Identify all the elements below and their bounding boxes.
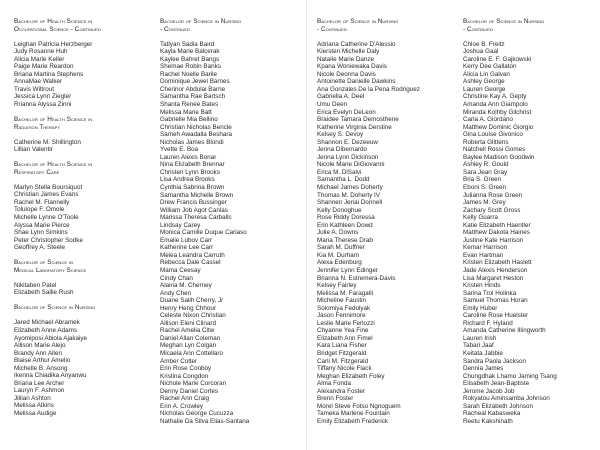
graduate-name: Kemar Harrison [463,244,508,252]
graduate-name: Katherine Virginia Derstine [317,123,392,131]
graduate-name: Melea Leandra Carruth [160,251,225,259]
graduate-name: Erica Evelyn DeLeon [317,108,376,116]
graduate-name: William Job Agot Canlas [160,206,228,214]
graduate-name: Erin Kathleen Dowd [317,221,373,229]
graduate-name: Katherine Lee Carr [160,244,214,252]
graduate-name: Celeste Nixon Christian [160,312,226,320]
graduate-name: Alma Fonda [317,380,351,388]
graduate-name: Mama Ceesay [160,267,201,274]
graduate-name: Reetu Kakshinath [463,417,513,425]
graduate-name: Samantha Michelle Brown [160,191,234,199]
degree-heading-line: Bachelor of Science in Nursing [160,18,242,25]
graduate-name: Lisa Andrea Brooks [160,176,215,184]
graduate-name: Kelly Guarra [463,214,498,222]
graduate-name: Alicia Marie Keller [14,55,65,63]
graduate-name: Rachel Noelle Barile [160,70,218,78]
degree-heading [317,18,457,33]
graduate-name: Yvette E. Boa [160,146,199,154]
graduate-name: Monica Camille Duque Cariaso [160,229,247,237]
graduate-name: Nicholas James Blondi [160,138,224,146]
heading-gap [317,33,457,41]
graduate-name: Chloe B. Freitz [463,40,505,48]
graduate-name: Kristen Elizabeth Haslett [463,259,532,267]
section-gap [14,109,146,117]
graduate-name: Nicholas George Cucuzza [160,410,234,418]
graduate-name: Maria Therese Drab [317,236,373,244]
degree-heading-line: Bachelor of Science in Nursing [317,18,399,25]
degree-heading [14,161,146,176]
graduate-name: Nicole Marie DiGiovanni [317,161,385,169]
degree-heading [160,18,302,33]
graduate-name: Christen Lynn Brooks [160,168,220,176]
graduate-name: James M. Grey [463,199,506,207]
degree-heading-line: Bachelor of Health Science in [14,161,93,169]
graduate-name: Brenn Foster [317,395,354,403]
graduate-name: Alyssa Marie Pierce [14,221,70,229]
graduate-name: Emalie Lubov Carr [160,236,213,244]
graduate-name: Braidee Tamara Demosthene [317,116,399,124]
graduate-name: Samantha L. Dodd [317,176,370,184]
graduate-list [14,319,146,417]
graduate-name: Eboni S. Green [463,183,507,191]
graduate-name: Micaela Ann Cottellaro [160,350,224,358]
graduate-name: Erica M. DiSalvi [317,168,362,176]
graduate-name: Christine Kay A. Gepty [463,93,527,101]
graduate-name: Sarah Elizabeth Johnson [463,402,534,410]
graduate-name: Amanda Ann Giampolo [463,100,528,108]
graduate-name: Melissa Marie Batt [160,108,212,116]
graduate-name: Sarah M. Duffner [317,244,365,252]
heading-gap [14,131,146,139]
graduate-name: Erin Rose Conboy [160,365,212,373]
graduate-name: Rebecca Dale Cassel [160,259,221,267]
degree-heading [14,116,146,131]
graduate-name: Carli M. Fitzgerald [317,357,369,365]
graduate-name: Kelsey S. Devoy [317,131,364,139]
section-gap [14,252,146,260]
graduate-name: Daniel Allan Coleman [160,334,221,342]
degree-heading-line: Radiation Therapy [14,123,61,131]
graduate-name: Dennia James [463,365,504,373]
graduate-name: Jason Fennimore [317,312,366,320]
graduate-name: Racheal Kabasweka [463,410,521,418]
heading-gap [14,274,146,282]
graduate-name: Solomiya Fedolyak [317,304,371,312]
graduate-name: Alexandra Foster [317,387,365,395]
graduate-name: Tiffany Nicole Flack [317,365,372,373]
degree-heading-line: - Continued [160,25,190,33]
graduate-name: Alicia Lin Galvan [463,70,510,78]
graduate-name: Tabari Jaaf [463,342,494,350]
graduate-name: Leighan Patricia Herzberger [14,40,93,48]
graduate-name: Lauren Irish [463,334,497,342]
graduate-name: Ayomiposi Abiola Ajakaiye [14,334,88,342]
graduate-name: Shemae Robin Banks [160,63,221,71]
graduate-name: Geoffrey A. Steele [14,244,65,252]
graduate-name: Cherinor Abdulai Barrie [160,85,226,93]
graduate-name: Katie Elizabeth Haentler [463,221,531,229]
graduate-name: Jillian Ashton [14,394,51,402]
degree-heading-line: - Continued [317,25,347,33]
graduate-name: Kiersten Michelle Daly [317,48,380,56]
graduate-name: Alexa Edenburg [317,259,362,267]
graduate-name: Nina Elizabeth Brennar [160,161,225,169]
graduate-name: Rachel Ann Craig [160,395,210,403]
graduate-name: Micheline Faustin [317,297,366,305]
graduate-name: Catherine M. Shillington [14,138,81,146]
graduate-name: Samuel Thomas Horan [463,297,528,305]
graduate-name: Michelle Lynne O'Toole [14,213,79,221]
degree-heading-line: Bachelor of Health Science in [14,116,93,124]
graduate-name: Rachel Amelia Cltw [160,327,215,335]
graduate-name: Melissa Atkins [14,402,54,410]
graduate-name: Emily Elizabeth Frederick [317,417,389,425]
graduate-name: Baylee Madison Goodwin [463,153,535,161]
degree-heading [14,304,146,312]
graduate-list [14,184,146,252]
graduate-name: Paige Marie Reardon [14,63,74,71]
graduate-name: Elizabeth Ann Fimel [317,334,373,342]
graduate-name: Andy Chen [160,289,192,297]
graduate-name: Matthew Dominic Giorgio [463,123,534,131]
graduate-name: Cindy Chan [160,274,193,282]
graduate-name: Duane Salih Cherry, Jr [160,297,224,305]
column-1 [14,18,146,418]
graduate-name: Rachel M. Flannelly [14,198,70,206]
graduate-name: Michael James Doherty [317,183,383,191]
graduate-name: Matthew Dakota Haines [463,229,530,237]
graduate-name: Kristen Hinds [463,282,501,290]
graduate-name: Shae Lynn Simkins [14,229,68,237]
graduate-name: Roberta Glittens [463,138,509,146]
graduate-name: Jessica Lynn Ziegler [14,93,72,101]
graduate-name: Elizabeth Sallie Rush [14,289,74,297]
graduate-name: Brandy Ann Allen [14,349,62,357]
degree-heading-line: Respiratory Care [14,168,60,176]
graduate-name: Blaise Arthur Amelio [14,357,71,365]
graduate-name: Judy Rosanne Huh [14,48,68,56]
column-2 [160,18,302,425]
graduate-name: Travis Wiltrout [14,85,54,93]
degree-heading-line: Bachelor of Health Science in [14,18,93,25]
graduate-name: Christian James Evans [14,191,79,199]
graduate-name: Ana Gonzales De la Pena Rodriguez [317,85,420,93]
graduate-name: Lisa Margaret Heston [463,274,524,282]
section-gap [14,154,146,162]
graduate-name: Chyanne Yea Fine [317,327,369,335]
graduate-list [14,139,146,154]
degree-heading-line: Bachelor of Science in Nursing [14,304,96,312]
graduate-name: Joshua Gaal [463,48,499,56]
graduate-name: Amanda Catherine Illingworth [463,327,546,335]
graduate-name: Briana Martina Stephens [14,70,84,78]
graduate-list [14,282,146,297]
graduate-name: Lillian Valentir [14,146,53,154]
graduate-name: Marissa Theresa Carballc [160,214,232,222]
graduate-name: Cynthia Sabrina Brown [160,183,225,191]
graduate-name: Melissa Audige [14,410,57,418]
graduate-name: Kaylee Bahret Bangs [160,55,220,63]
graduate-name: Ikenna Chiadika Anyanwu [14,372,87,380]
graduate-list [14,41,146,109]
graduate-name: Elizabeth Anne Adams [14,327,78,334]
graduate-name: Evan Hartman [463,251,504,259]
graduate-name: Gina Louise Givonico [463,131,523,139]
graduate-name: Adriana Catherine D'Alessio [317,40,396,48]
graduate-name: Shannen Jenai Donnell [317,199,383,207]
graduate-name: Gabrielle Mia Bellino [160,116,218,124]
graduate-name: Zachary Scott Gross [463,206,521,214]
graduate-name: Denny Daniel Cortes [160,387,219,395]
graduate-name: Jenna Lynn Dickinson [317,153,379,161]
graduate-name: Rokyatou Aminsamba Johnson [463,395,550,403]
graduate-name: Kristina Congdon [160,372,209,380]
column-4 [463,18,598,425]
graduate-name: Rrianna Alyssa Zinni [14,100,72,108]
graduate-name: Christian Nicholas Bencle [160,123,232,131]
graduate-name: Lauren Alexis Bonar [160,153,217,161]
graduate-name: Melissa M. Faragalli [317,289,373,297]
graduate-list [463,41,598,426]
graduate-name: Alaina M. Cherney [160,282,212,290]
graduate-name: Peter Christopher Sodke [14,236,83,244]
graduate-name: Sameh Awadalla Beshara [160,131,232,139]
graduate-list [317,41,457,426]
column-3 [317,18,457,425]
heading-gap [160,33,302,41]
graduate-name: Lauren George [463,85,506,93]
graduate-name: Kelly Donoghue [317,206,362,214]
heading-gap [463,33,598,41]
degree-heading-line: - Continued [463,25,493,33]
graduate-name: Natchell Rossi Gomes [463,146,526,154]
degree-heading-line: Medical Laboratory Science [14,266,87,274]
heading-gap [14,176,146,184]
graduate-name: Kia M. Durham [317,251,359,259]
graduate-name: Erin A. Crowley [160,402,204,410]
graduate-name: Sandra Paola Jackson [463,357,527,365]
degree-heading-line: Bachelor of Science in Nursing [463,18,545,25]
graduate-name: Allison Marie Alejo [14,342,66,350]
graduate-name: Nichole Marie Corcoran [160,380,227,388]
graduate-name: Gabriella A. Deel [317,93,365,101]
graduate-name: Thomas M. Doherty IV [317,191,380,199]
graduate-name: Ashley George [463,78,505,86]
graduate-name: Tatlyan Sadia Baird [160,40,215,48]
graduate-name: Amber Colter [160,357,198,365]
graduate-name: Meghan Lyn Colgan [160,342,217,350]
degree-heading-line: Occupational Science - Continued [14,25,101,33]
heading-gap [14,312,146,320]
graduate-name: Umu Deen [317,100,348,108]
graduate-name: Jerome Jacob Job [463,387,515,395]
graduate-name: Justine Kate Harrison [463,236,524,244]
graduate-list [160,41,302,426]
graduate-name: Samantha Rae Bartsch [160,93,226,101]
graduate-name: Keitata Jabbie [463,350,503,358]
graduate-name: Jenna Dibernardo [317,146,368,154]
graduate-name: Leslie Marie Ferlozzi [317,319,375,327]
graduate-name: Bria S. Green [463,176,502,184]
graduate-name: Kelsey Fairley [317,282,357,290]
graduate-name: Ashley R. Gould [463,161,509,169]
graduate-name: Jennifer Lynn Edinger [317,267,379,274]
graduate-name: Lindsay Carey [160,221,201,229]
graduate-name: Marlyn Stella Boursiquot [14,183,83,191]
graduate-name: Jade Alexis Henderson [463,267,528,274]
graduate-name: Henry Heng Chhour [160,304,217,312]
degree-heading [463,18,598,33]
graduate-name: Chungdhak Lhamo Jaming Tsang [463,372,557,380]
graduate-name: Briana Lee Archer [14,379,65,387]
graduate-name: Shannon E. Dezeeuw [317,138,378,146]
graduate-name: Antoinette Danielle Dawkins [317,78,396,86]
graduate-name: Drew Francis Bussinger [160,199,227,207]
graduate-name: Lauryn F. Ashmon [14,387,65,395]
graduate-name: Jared Michael Abramek [14,319,80,327]
graduate-name: Bridget Fitzgerald [317,350,367,358]
graduate-name: Richard F. Hyland [463,319,513,327]
graduate-name: Sara Jean Gray [463,168,508,176]
graduate-name: Elisabeth Jean-Baptiste [463,380,530,388]
graduate-name: Michelle B. Ansong [14,364,68,372]
graduate-name: Miranda Kolhby Gilchrist [463,108,532,116]
graduate-name: Julianna Rose Green [463,191,523,199]
graduate-name: Kerry Dee Gallaton [463,63,517,71]
graduate-name: Morel Steve Fotso Ngnoguem [317,402,401,410]
graduate-name: Tolulope F. Omole [14,206,65,214]
degree-heading [14,259,146,274]
graduate-name: Emily Huber [463,304,498,312]
graduate-name: Nikitaben Patel [14,281,57,289]
graduate-name: Sarina Trol Holinka [463,289,517,297]
graduate-name: Kara Liana Fisher [317,342,367,350]
section-gap [14,297,146,305]
graduate-name: Shanta Renee Bates [160,100,219,108]
graduate-name: Rose Riddy Doressa [317,214,375,222]
graduate-name: Kpana Woniewaka Davis [317,63,387,71]
graduate-name: Dominique Jewel Barnes [160,78,230,86]
heading-gap [14,33,146,41]
graduate-name: Kayla Marie Balcerak [160,48,220,56]
graduate-name: Caroline Rose Huelster [463,312,529,320]
graduate-name: Nicole Deonna Davis [317,70,376,78]
graduate-name: Meghan Elizabeth Foley [317,372,385,380]
graduate-name: Nathalie Da Silva Elias-Santana [160,417,250,425]
graduate-name: Tameka Marlene Fountain [317,410,390,418]
page-gutter [306,0,307,450]
graduate-name: Carla A. Giordano [463,116,514,124]
graduate-name: Brianna N. Estremera-Davis [317,274,396,282]
graduate-name: Allison Eleni Clinard [160,319,216,327]
degree-heading [14,18,146,33]
graduate-name: Julie A. Downs [317,229,359,237]
graduate-name: AnnaMae Walker [14,78,63,86]
degree-heading-line: Bachelor of Science in [14,259,73,267]
graduate-name: Natalie Marie Danze [317,55,375,63]
graduate-name: Caroline E. F. Gajkowski [463,55,532,63]
